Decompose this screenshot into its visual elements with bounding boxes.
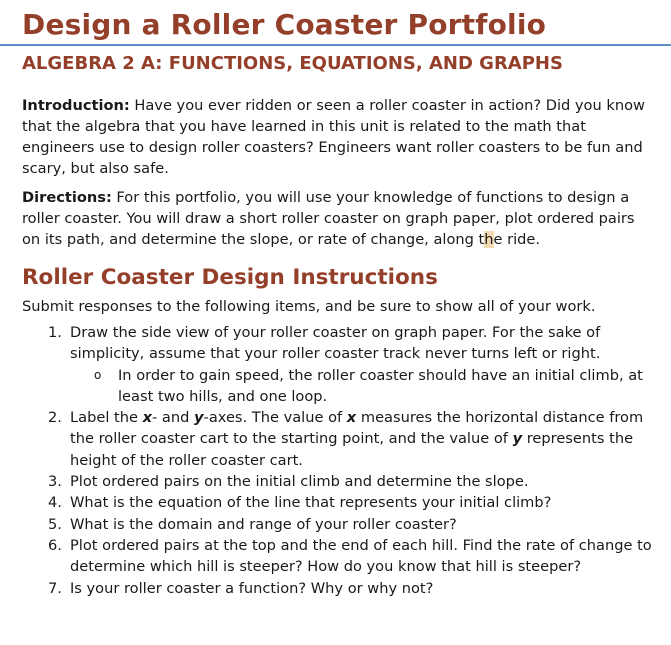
directions-text-end: e ride.: [493, 231, 541, 248]
item-text: - and: [152, 409, 195, 427]
item-number: 6.: [48, 536, 62, 554]
x-variable: x: [346, 409, 357, 427]
item-number: 2.: [48, 409, 62, 427]
list-item: [22, 578, 662, 599]
item-number: 3.: [48, 473, 62, 491]
course-subtitle: ALGEBRA 2 A: FUNCTIONS, EQUATIONS, AND GRAPHS: [22, 53, 563, 74]
list-item: [22, 535, 662, 578]
title-divider: [0, 44, 671, 46]
item-text: represents the height of the roller coaster cart.: [70, 430, 634, 469]
y-variable: y: [512, 430, 523, 448]
section-heading: Roller Coaster Design Instructions: [22, 265, 438, 290]
x-variable: x: [142, 409, 153, 427]
item-number: 5.: [48, 515, 62, 533]
highlighted-letter: h: [484, 231, 494, 248]
directions-paragraph: [22, 187, 652, 250]
y-variable: y: [194, 409, 204, 427]
directions-label: Directions:: [22, 189, 112, 206]
item-text: measures the horizontal distance from the roller coaster cart to the starting point, and the value of: [70, 409, 644, 448]
item-number: 7.: [48, 579, 62, 597]
item-text: Is your roller coaster a function? Why or why not?: [70, 579, 434, 597]
introduction-paragraph: [22, 95, 652, 179]
item-text: What is the domain and range of your roller coaster?: [70, 515, 457, 533]
introduction-text: Have you ever ridden or seen a roller coaster in action? Did you know that the algebra that you have learned in this unit is related to the math that engineers use to design roller coasters? Engineers want roller coasters to be fun and scary, but also safe.: [22, 97, 645, 177]
list-item: [22, 407, 662, 471]
item-text: Draw the side view of your roller coaster on graph paper. For the sake of simplicity, assume that your roller coaster track never turns left or right.: [70, 324, 601, 363]
introduction-label: Introduction:: [22, 97, 130, 114]
submit-instructions: Submit responses to the following items, and be sure to show all of your work.: [22, 298, 596, 315]
item-text: In order to gain speed, the roller coaster should have an initial climb, at least two hills, and one loop.: [118, 366, 643, 405]
item-text: Plot ordered pairs on the initial climb and determine the slope.: [70, 473, 529, 491]
item-text: Plot ordered pairs at the top and the end of each hill. Find the rate of change to determine which hill is steeper? How do you know that hill is steeper?: [70, 536, 652, 576]
instruction-list: [22, 322, 662, 599]
item-text: Label the: [70, 409, 143, 427]
list-item: [22, 322, 662, 365]
item-number: 1.: [48, 324, 62, 341]
item-number: 4.: [48, 494, 62, 512]
sub-list-item: [22, 365, 662, 408]
list-item: [22, 514, 662, 535]
item-text: What is the equation of the line that represents your initial climb?: [70, 494, 552, 512]
bullet-icon: o: [94, 367, 102, 382]
list-item: [22, 492, 662, 513]
directions-text: For this portfolio, you will use your knowledge of functions to design a roller coaster. You will draw a short roller coaster on graph paper, plot ordered pairs on its path, and determine the slope, or rate of change, along t: [22, 189, 635, 248]
list-item: [22, 471, 662, 492]
item-text: -axes. The value of: [203, 409, 347, 427]
document-title: Design a Roller Coaster Portfolio: [22, 8, 547, 41]
